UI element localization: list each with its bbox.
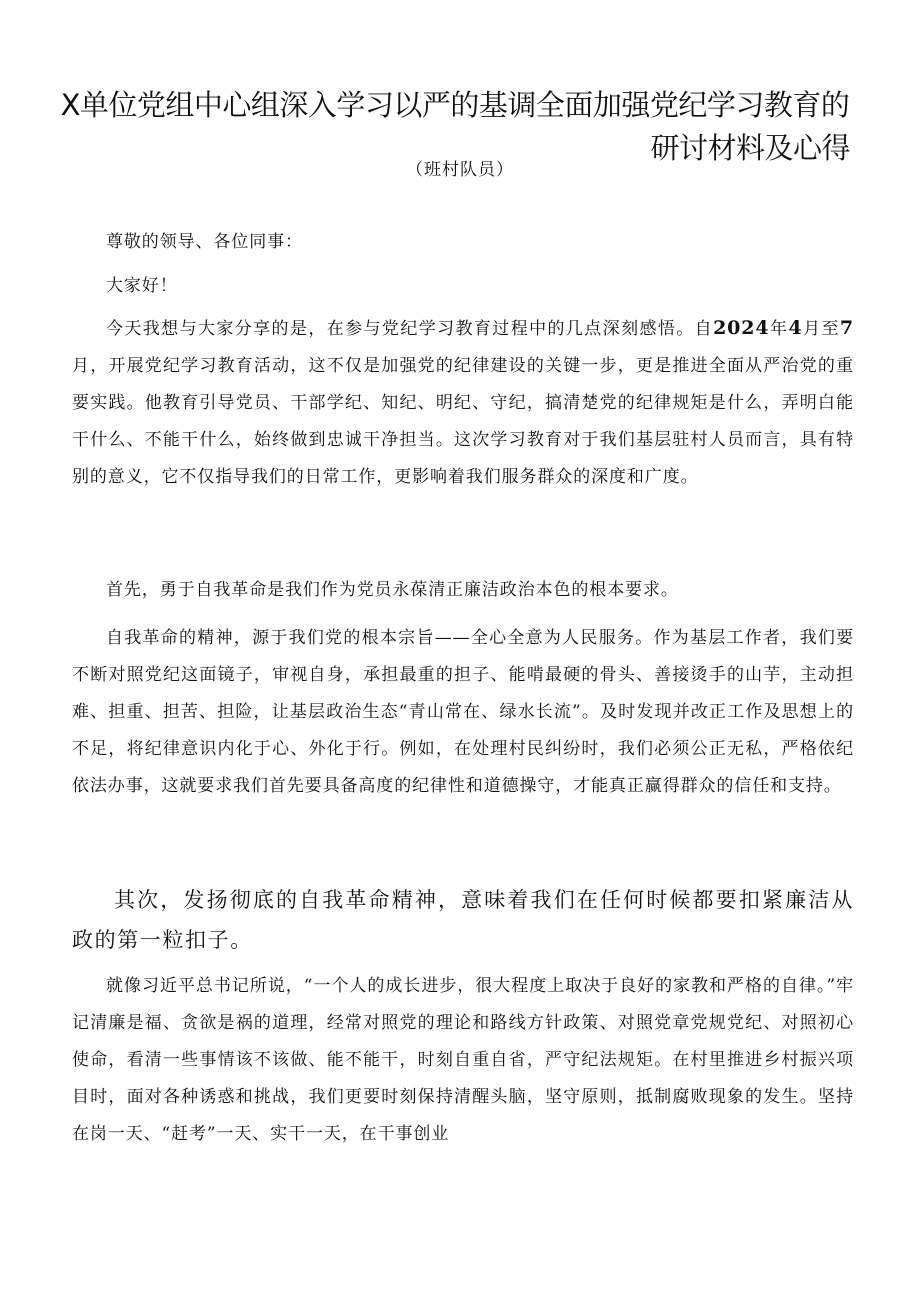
paragraph-self-revolution: 自我革命的精神，源于我们党的根本宗旨——全心全意为人民服务。作为基层工作者，我们要不断对照党纪这面镜子，审视自身，承担最重的担子、能啃最硬的骨头、善接烫手的山芋，主动担难、担重、担苦、担险，让基层政治生态“青山常在、绿水长流”。及时发现并改正工作及思想上的不足，将纪律意识内化于心、外化于行。例如，在处理村民纠纷时，我们必须公正无私，严格依纪依法办事，这就要求我们首先要具备高度的纪律性和道德操守，才能真正赢得群众的信任和支持。 <box>72 628 854 796</box>
intro-text-b: 年 <box>769 319 789 339</box>
start-month-value: 4 <box>788 317 803 339</box>
salutation: 尊敬的领导、各位同事： <box>106 232 303 252</box>
paragraph-intro <box>72 310 854 496</box>
intro-text-c: 月至 <box>802 319 840 339</box>
greeting: 大家好！ <box>106 276 178 296</box>
year-value: 2024 <box>713 317 770 339</box>
paragraph-second-point: 其次，发扬彻底的自我革命精神，意味着我们在任何时候都要扣紧廉洁从政的第一粒扣子。 <box>72 888 854 952</box>
end-month-value: 7 <box>839 317 854 339</box>
author-line: （班村队员） <box>406 160 514 180</box>
document-title-line-2: 研讨材料及心得 <box>650 131 850 165</box>
intro-text-a: 今天我想与大家分享的是，在参与党纪学习教育过程中的几点深刻感悟。自 <box>106 319 714 339</box>
paragraph-discipline: 就像习近平总书记所说，“一个人的成长进步，很大程度上取决于良好的家教和严格的自律。”牢记清廉是福、贪欲是祸的道理，经常对照党的理论和路线方针政策、对照党章党规党纪、对照初心使命，看清一些事情该不该做、能不能干，时刻自重自省，严守纪法规矩。在村里推进乡村振兴项目时，面对各种诱惑和挑战，我们更要时刻保持清醒头脑，坚守原则，抵制腐败现象的发生。坚持在岗一天、“赶考”一天、实干一天，在干事创业 <box>72 976 854 1144</box>
document-title-line-1: X单位党组中心组深入学习以严的基调全面加强党纪学习教育的 <box>60 88 850 122</box>
paragraph-first-point: 首先，勇于自我革命是我们作为党员永葆清正廉洁政治本色的根本要求。 <box>106 580 679 600</box>
intro-text-d: 月，开展党纪学习教育活动，这不仅是加强党的纪律建设的关键一步，更是推进全面从严治党的重要实践。他教育引导党员、干部学纪、知纪、明纪、守纪，搞清楚党的纪律规矩是什么，弄明白能干什么、不能干什么，始终做到忠诚干净担当。这次学习教育对于我们基层驻村人员而言，具有特别的意义，它不仅指导我们的日常工作，更影响着我们服务群众的深度和广度。 <box>72 356 854 487</box>
